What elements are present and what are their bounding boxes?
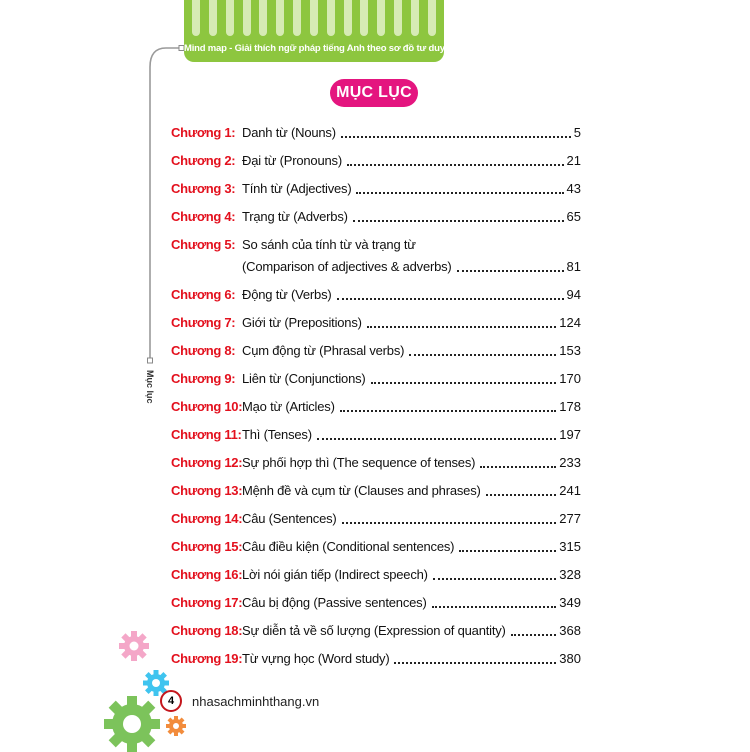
chapter-title: Từ vựng học (Word study) — [242, 651, 390, 666]
page-number: 5 — [573, 125, 581, 140]
chapter-title-line2: (Comparison of adjectives & adverbs) — [242, 259, 452, 274]
leader-dots — [457, 269, 564, 272]
toc-entry[interactable] — [171, 314, 581, 342]
leader-dots — [356, 191, 563, 194]
toc-entry[interactable] — [171, 236, 581, 286]
book-series-title: Mind map - Giải thích ngữ pháp tiếng Anh theo sơ đồ tư duy — [184, 43, 445, 54]
toc-entry[interactable] — [171, 208, 581, 236]
page-number-badge: 4 — [160, 690, 182, 712]
toc-entry[interactable] — [171, 482, 581, 510]
leader-dots — [433, 577, 556, 580]
toc-entry[interactable] — [171, 594, 581, 622]
chapter-title: Câu (Sentences) — [242, 511, 337, 526]
leader-dots — [371, 381, 557, 384]
toc-entry[interactable] — [171, 566, 581, 594]
chapter-title: Thì (Tenses) — [242, 427, 312, 442]
chapter-label: Chương 19: — [171, 651, 243, 666]
page-number: 94 — [566, 287, 581, 302]
chapter-title: Mạo từ (Articles) — [242, 399, 335, 414]
toc-entry[interactable] — [171, 650, 581, 678]
publisher-website: nhasachminhthang.vn — [192, 693, 320, 709]
table-of-contents — [171, 124, 581, 678]
chapter-title: So sánh của tính từ và trạng từ — [242, 237, 416, 252]
page-number: 241 — [559, 483, 581, 498]
page-number: 81 — [566, 259, 581, 274]
toc-entry[interactable] — [171, 180, 581, 208]
chapter-label: Chương 5: — [171, 237, 236, 252]
chapter-title: Tính từ (Adjectives) — [242, 181, 352, 196]
leader-dots — [511, 633, 557, 636]
page-number: 197 — [559, 427, 581, 442]
chapter-label: Chương 1: — [171, 125, 236, 140]
page-number: 21 — [566, 153, 581, 168]
page-number: 277 — [559, 511, 581, 526]
toc-entry[interactable] — [171, 398, 581, 426]
chapter-title: Giới từ (Prepositions) — [242, 315, 362, 330]
leader-dots — [486, 493, 557, 496]
chapter-title: Đại từ (Pronouns) — [242, 153, 342, 168]
leader-dots — [432, 605, 557, 608]
toc-entry[interactable] — [171, 152, 581, 180]
chapter-label: Chương 17: — [171, 595, 243, 610]
toc-entry[interactable] — [171, 426, 581, 454]
chapter-title: Mệnh đề và cụm từ (Clauses and phrases) — [242, 483, 481, 498]
chapter-label: Chương 12: — [171, 455, 243, 470]
leader-dots — [409, 353, 556, 356]
header-stripes — [192, 0, 436, 38]
leader-dots — [353, 219, 564, 222]
chapter-label: Chương 15: — [171, 539, 243, 554]
toc-entry[interactable] — [171, 342, 581, 370]
leader-dots — [341, 135, 571, 138]
chapter-label: Chương 9: — [171, 371, 236, 386]
leader-dots — [480, 465, 556, 468]
leader-dots — [342, 521, 557, 524]
page-footer — [160, 690, 319, 712]
chapter-label: Chương 7: — [171, 315, 236, 330]
chapter-title: Cụm động từ (Phrasal verbs) — [242, 343, 405, 358]
leader-dots — [394, 661, 556, 664]
chapter-title: Liên từ (Conjunctions) — [242, 371, 366, 386]
page-number: 43 — [566, 181, 581, 196]
leader-dots — [340, 409, 557, 412]
page-number: 178 — [559, 399, 581, 414]
leader-dots — [317, 437, 556, 440]
page-number: 124 — [559, 315, 581, 330]
toc-heading: MỤC LỤC — [330, 79, 418, 107]
page-number: 65 — [566, 209, 581, 224]
header-band — [184, 0, 444, 62]
gear-icon-orange — [166, 716, 186, 736]
chapter-label: Chương 10: — [171, 399, 243, 414]
chapter-label: Chương 4: — [171, 209, 236, 224]
chapter-title: Sự diễn tả về số lượng (Expression of quantity) — [242, 623, 506, 638]
page-number: 380 — [559, 651, 581, 666]
toc-entry[interactable] — [171, 454, 581, 482]
page-number: 368 — [559, 623, 581, 638]
toc-entry[interactable] — [171, 538, 581, 566]
chapter-label: Chương 2: — [171, 153, 236, 168]
leader-dots — [337, 297, 564, 300]
chapter-title: Lời nói gián tiếp (Indirect speech) — [242, 567, 428, 582]
leader-dots — [347, 163, 564, 166]
leader-dots — [367, 325, 557, 328]
gear-icon-green — [104, 696, 160, 752]
page-number: 315 — [559, 539, 581, 554]
chapter-label: Chương 11: — [171, 427, 242, 442]
chapter-title: Động từ (Verbs) — [242, 287, 332, 302]
chapter-label: Chương 18: — [171, 623, 243, 638]
toc-entry[interactable] — [171, 286, 581, 314]
chapter-title: Trạng từ (Adverbs) — [242, 209, 348, 224]
chapter-title: Câu điều kiện (Conditional sentences) — [242, 539, 455, 554]
page-number: 328 — [559, 567, 581, 582]
page-number: 153 — [559, 343, 581, 358]
chapter-title: Danh từ (Nouns) — [242, 125, 336, 140]
chapter-label: Chương 6: — [171, 287, 236, 302]
leader-dots — [459, 549, 556, 552]
chapter-label: Chương 13: — [171, 483, 243, 498]
page-number: 349 — [559, 595, 581, 610]
toc-entry[interactable] — [171, 124, 581, 152]
toc-entry[interactable] — [171, 622, 581, 650]
chapter-label: Chương 3: — [171, 181, 236, 196]
toc-entry[interactable] — [171, 370, 581, 398]
side-section-label: Mục lục — [145, 370, 155, 404]
chapter-title: Câu bị động (Passive sentences) — [242, 595, 427, 610]
chapter-label: Chương 8: — [171, 343, 236, 358]
chapter-label: Chương 16: — [171, 567, 243, 582]
chapter-title: Sự phối hợp thì (The sequence of tenses) — [242, 455, 476, 470]
toc-entry[interactable] — [171, 510, 581, 538]
chapter-label: Chương 14: — [171, 511, 243, 526]
gear-icon-pink — [119, 631, 149, 661]
page-number: 170 — [559, 371, 581, 386]
page-number: 233 — [559, 455, 581, 470]
